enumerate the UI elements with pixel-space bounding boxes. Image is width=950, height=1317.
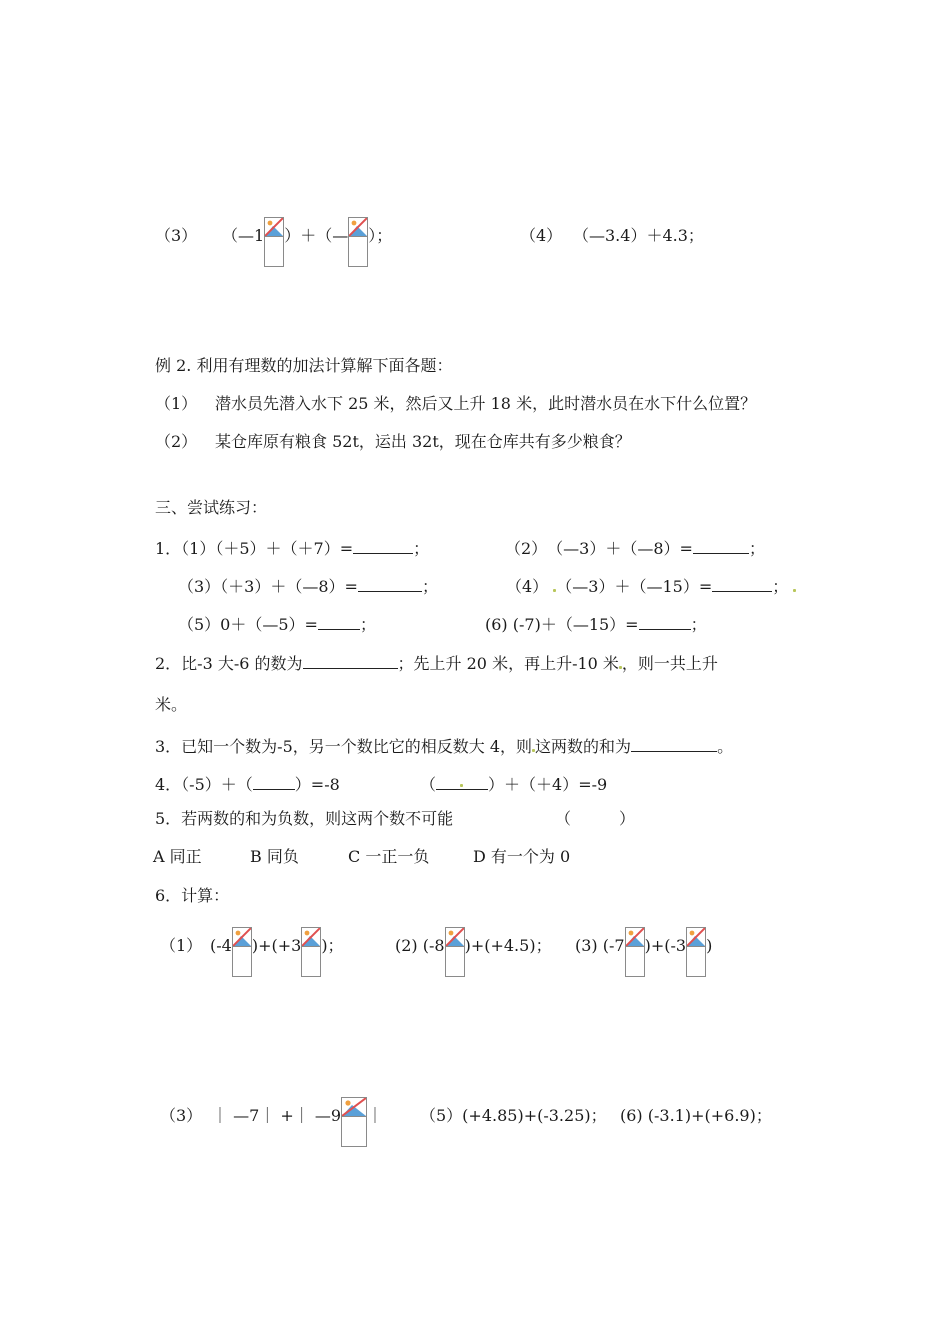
problem-5: 5．若两数的和为负数，则这两个数不可能 xyxy=(155,809,454,828)
punct: ； xyxy=(690,615,707,634)
broken-image-icon xyxy=(301,927,321,977)
option-b: B 同负 xyxy=(250,847,299,866)
problem-2-part-c: ，则一共上升 xyxy=(621,654,718,673)
broken-image-icon xyxy=(264,217,284,267)
problem-3-part-c: 。 xyxy=(717,737,734,756)
broken-image-icon xyxy=(445,927,465,977)
answer-blank xyxy=(693,535,749,554)
problem-4-part-b: ）=-8 xyxy=(294,775,340,794)
answer-blank xyxy=(303,650,398,669)
broken-image-icon xyxy=(686,927,706,977)
punct: ； xyxy=(359,615,376,634)
punct: ； xyxy=(413,539,430,558)
item-text: 某仓库原有粮食 52t，运出 32t，现在仓库共有多少粮食？ xyxy=(215,432,631,451)
problem-1-4: （—3）＋（—15）= xyxy=(556,577,713,596)
punct: ； xyxy=(772,577,789,596)
problem-4-part-d: ）＋（＋4）=-9 xyxy=(488,775,608,794)
problem-2-part-a: 2．比-3 大-6 的数为 xyxy=(155,654,303,673)
problem-1-3: （3）（＋3）＋（—8）= xyxy=(178,577,358,596)
problem-3-part-a: 3．已知一个数为-5，另一个数比它的相反数大 4，则 xyxy=(155,737,533,756)
calc-3-part-c: ) xyxy=(706,936,713,955)
expr3-part-a: （—1 xyxy=(222,226,265,245)
practice-2-continued: 米。 xyxy=(155,695,188,714)
section-3-heading: 三、尝试练习： xyxy=(155,498,268,517)
practice-2 xyxy=(155,650,718,675)
calc-3-part-a: (3) (-7 xyxy=(575,936,625,955)
problem-4-part-c: （ xyxy=(420,775,437,794)
calc-1-part-a: (-4 xyxy=(210,936,232,955)
item-number: （3） xyxy=(160,1106,203,1125)
problem-4-part-a: 4．（-5）＋（ xyxy=(155,775,253,794)
expr3-part-b: ）＋（— xyxy=(284,226,349,245)
item-number: （1） xyxy=(160,936,203,955)
problem-2-part-b: ；先上升 20 米，再上升-10 米 xyxy=(397,654,619,673)
problem-1-1: 1．（1）（＋5）＋（＋7）= xyxy=(155,539,354,558)
answer-blank xyxy=(253,771,295,790)
example-2-title: 例 2. 利用有理数的加法计算解下面各题： xyxy=(155,356,453,375)
item-number-3: （3） xyxy=(155,226,198,245)
option-d: D 有一个为 0 xyxy=(473,847,571,866)
option-c: C 一正一负 xyxy=(348,847,430,866)
answer-blank xyxy=(631,733,717,752)
problem-3-part-b: 这两数的和为 xyxy=(535,737,632,756)
answer-blank xyxy=(712,573,772,592)
answer-blank xyxy=(639,611,691,630)
problem-1-4-number: （4） xyxy=(506,577,549,596)
expression-3 xyxy=(222,225,392,267)
expr3-part-c: ）； xyxy=(368,226,393,245)
answer-blank xyxy=(358,573,422,592)
option-a: A 同正 xyxy=(153,847,202,866)
answer-paren: （ ） xyxy=(555,809,636,828)
calc-5: （5）(+4.85)+(-3.25)； xyxy=(420,1106,607,1125)
item-number: （2） xyxy=(155,432,198,451)
calc-1-part-b: )+(+3 xyxy=(251,936,302,955)
item-number: （1） xyxy=(155,394,198,413)
answer-blank xyxy=(318,611,360,630)
calc-6: (6) (-3.1)+(+6.9)； xyxy=(620,1106,772,1125)
problem-1-2: （2） （—3）＋（—8）= xyxy=(505,539,693,558)
practice-6-heading: 6．计算： xyxy=(155,886,230,905)
expression-4: （—3.4）＋4.3； xyxy=(573,226,704,245)
problem-1-5: （5）0＋（—5）= xyxy=(178,615,318,634)
broken-image-icon xyxy=(348,217,368,267)
answer-blank xyxy=(353,535,413,554)
punct: ； xyxy=(421,577,438,596)
calc-1-part-c: )； xyxy=(321,936,344,955)
practice-3 xyxy=(155,733,733,758)
calc-3-part-b: )+(-3 xyxy=(644,936,687,955)
problem-1-6: (6) (-7)＋（—15）= xyxy=(485,615,639,634)
item-text: 潜水员先潜入水下 25 米，然后又上升 18 米，此时潜水员在水下什么位置？ xyxy=(215,394,757,413)
broken-image-icon xyxy=(341,1097,367,1147)
punct: ； xyxy=(748,539,765,558)
broken-image-icon xyxy=(232,927,252,977)
answer-blank xyxy=(436,771,488,790)
item-number-4: （4） xyxy=(520,226,563,245)
calc-2-part-b: )+(+4.5)； xyxy=(464,936,552,955)
calc-2-part-a: (2) (-8 xyxy=(395,936,445,955)
calc-abs-part-b: ｜ xyxy=(367,1106,384,1125)
broken-image-icon xyxy=(625,927,645,977)
calc-abs-part-a: ｜ —7｜ +｜ —9 xyxy=(212,1106,342,1125)
